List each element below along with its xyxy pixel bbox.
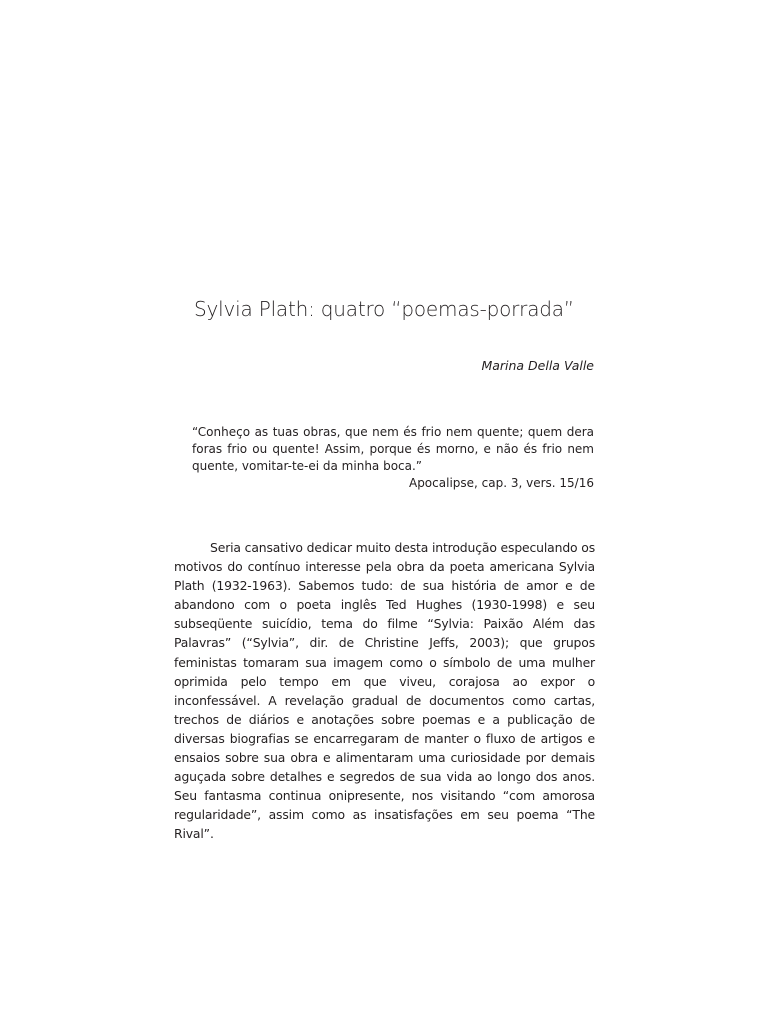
article-author: Marina Della Valle: [481, 358, 594, 373]
article-title: Sylvia Plath: quatro “poemas-porrada”: [194, 297, 574, 322]
epigraph: [192, 424, 594, 492]
body-paragraph: Seria cansativo dedicar muito desta introdução especulando os motivos do contínuo interesse pela obra da poeta americana Sylvia Plath (1932-1963). Sabemos tudo: de sua história de amor e de abandono com o poeta inglês Ted Hughes (1930-1998) e seu subseqüente suicídio, tema do filme “Sylvia: Paixão Além das Palavras” (“Sylvia”, dir. de Christine Jeffs, 2003); que grupos feministas tomaram sua imagem como o símbolo de uma mulher oprimida pelo tempo em que viveu, corajosa ao expor o inconfessável. A revelação gradual de documentos como cartas, trechos de diários e anotações sobre poemas e a publicação de diversas biografias se encarregaram de manter o fluxo de artigos e ensaios sobre sua obra e alimentaram uma curiosidade por demais aguçada sobre detalhes e segredos de sua vida ao longo dos anos. Seu fantasma continua onipresente, nos visitando “com amorosa regularidade”, assim como as insatisfações em seu poema “The Rival”.: [174, 540, 595, 842]
epigraph-source: Apocalipse, cap. 3, vers. 15/16: [408, 476, 594, 490]
epigraph-quote: “Conheço as tuas obras, que nem és frio nem quente; quem dera foras frio ou quente! Assim, porque és morno, e não és frio nem quente, vomitar-te-ei da minha boca.”: [192, 425, 594, 473]
